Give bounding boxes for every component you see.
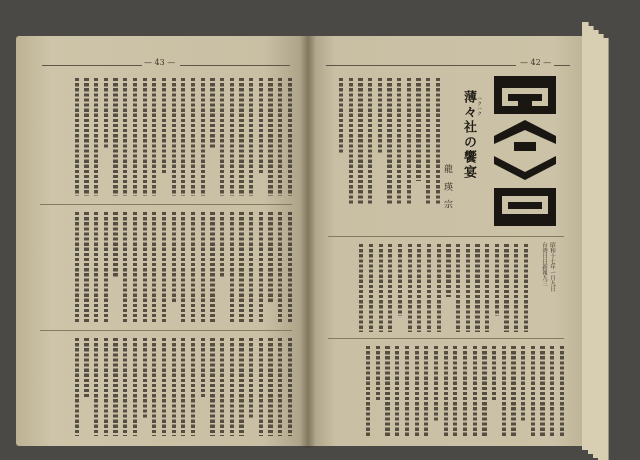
text-column	[385, 346, 389, 438]
text-column	[152, 78, 156, 196]
text-column	[446, 244, 450, 297]
text-column	[475, 244, 479, 332]
text-column	[220, 338, 224, 436]
text-column	[395, 346, 399, 438]
text-column	[495, 244, 499, 316]
text-column	[550, 346, 554, 438]
left-text-tier-bottom	[40, 338, 292, 436]
text-column	[210, 338, 214, 436]
text-column	[201, 212, 205, 322]
tier-divider	[40, 330, 292, 331]
tier-divider	[40, 204, 292, 205]
text-column	[369, 244, 373, 332]
left-text-tier-top	[40, 78, 292, 196]
text-column	[172, 78, 176, 196]
text-column	[75, 78, 79, 196]
text-column	[408, 244, 412, 332]
text-column	[492, 346, 496, 401]
open-book	[10, 36, 610, 456]
text-column	[379, 244, 383, 332]
text-column	[378, 78, 382, 154]
article-author: 龍 瑛 宗	[442, 164, 452, 212]
text-column	[162, 338, 166, 436]
right-text-tier-top	[328, 78, 440, 204]
text-column	[104, 338, 108, 436]
text-column	[123, 78, 127, 196]
text-column	[133, 338, 137, 436]
left-text-tier-middle	[40, 212, 292, 322]
text-column	[133, 78, 137, 196]
text-column	[437, 244, 441, 332]
left-header-rule-a	[42, 65, 142, 66]
text-column	[123, 338, 127, 436]
text-column	[268, 78, 272, 196]
text-column	[349, 78, 353, 204]
left-page-number: — 43 —	[144, 58, 176, 67]
text-column	[249, 78, 253, 196]
text-column	[230, 338, 234, 436]
text-column	[259, 212, 263, 322]
text-column	[359, 244, 363, 332]
text-column	[415, 346, 419, 438]
right-page-number: — 42 —	[520, 58, 552, 67]
text-column	[368, 78, 372, 204]
text-column	[123, 212, 127, 322]
text-column	[143, 212, 147, 322]
text-column	[444, 346, 448, 438]
text-column	[210, 78, 214, 149]
text-column	[94, 338, 98, 436]
text-column	[259, 338, 263, 436]
text-column	[220, 78, 224, 196]
text-column	[94, 78, 98, 196]
text-column	[239, 212, 243, 322]
text-column	[504, 244, 508, 332]
text-column	[540, 346, 544, 438]
text-column	[463, 346, 467, 438]
text-column	[278, 338, 282, 436]
text-column	[524, 244, 528, 332]
text-column	[405, 346, 409, 438]
right-page	[308, 36, 582, 446]
page-edge	[603, 38, 609, 460]
text-column	[84, 78, 88, 196]
text-column	[94, 212, 98, 322]
text-column	[143, 338, 147, 418]
book-gutter	[300, 36, 316, 448]
text-column	[133, 212, 137, 322]
text-column	[113, 78, 117, 196]
text-column	[230, 212, 234, 322]
text-column	[152, 212, 156, 322]
text-column	[278, 78, 282, 196]
right-header-rule-b	[554, 65, 570, 66]
text-column	[201, 78, 205, 196]
text-column	[191, 338, 195, 436]
text-column	[482, 346, 486, 438]
text-column	[220, 212, 224, 278]
text-column	[162, 78, 166, 175]
text-column	[560, 346, 564, 438]
right-header-rule-a	[326, 65, 516, 66]
text-column	[514, 244, 518, 332]
text-column	[162, 212, 166, 322]
text-column	[181, 338, 185, 436]
publication-note-line: 台湾日日新報九三	[541, 242, 547, 286]
text-column	[210, 212, 214, 322]
text-column	[143, 78, 147, 196]
text-column	[453, 346, 457, 438]
text-column	[339, 78, 343, 154]
text-column	[268, 212, 272, 302]
text-column	[84, 338, 88, 397]
stacked-page-edges	[582, 22, 612, 450]
text-column	[172, 338, 176, 436]
text-column	[288, 78, 292, 196]
text-column	[387, 78, 391, 204]
text-column	[397, 78, 401, 204]
text-column	[485, 244, 489, 332]
text-column	[104, 78, 108, 149]
text-column	[191, 212, 195, 322]
text-column	[376, 346, 380, 401]
decorative-title-ornament	[494, 76, 556, 226]
text-column	[427, 244, 431, 332]
article-title: 薄々社の饗宴	[461, 90, 476, 180]
text-column	[181, 212, 185, 322]
text-column	[239, 338, 243, 436]
left-header-rule-b	[180, 65, 290, 66]
text-column	[75, 338, 79, 436]
tier-divider	[328, 236, 564, 237]
text-column	[417, 244, 421, 332]
text-column	[521, 346, 525, 421]
text-column	[84, 212, 88, 322]
text-column	[424, 346, 428, 438]
tier-divider	[328, 338, 564, 339]
text-column	[502, 346, 506, 438]
text-column	[426, 78, 430, 204]
text-column	[113, 212, 117, 278]
text-column	[416, 78, 420, 181]
text-column	[75, 212, 79, 322]
left-page	[16, 36, 308, 446]
title-ruby: ハクハク	[476, 96, 482, 116]
text-column	[239, 78, 243, 196]
text-column	[366, 346, 370, 438]
text-column	[104, 212, 108, 322]
text-column	[407, 78, 411, 204]
text-column	[249, 338, 253, 418]
text-column	[230, 78, 234, 196]
text-column	[531, 346, 535, 438]
text-column	[181, 78, 185, 196]
text-column	[259, 78, 263, 175]
text-column	[172, 212, 176, 302]
text-column	[249, 212, 253, 322]
text-column	[288, 338, 292, 436]
text-column	[288, 212, 292, 322]
right-text-tier-bottom	[328, 346, 564, 438]
text-column	[152, 338, 156, 436]
text-column	[358, 78, 362, 204]
text-column	[436, 78, 440, 204]
text-column	[466, 244, 470, 332]
publication-note-line: 昭和十七年一月九日	[549, 242, 555, 292]
right-text-tier-middle	[328, 244, 528, 332]
text-column	[278, 212, 282, 322]
text-column	[113, 338, 117, 436]
text-column	[388, 244, 392, 332]
text-column	[434, 346, 438, 421]
text-column	[398, 244, 402, 316]
text-column	[511, 346, 515, 438]
text-column	[201, 338, 205, 397]
text-column	[268, 338, 272, 436]
text-column	[456, 244, 460, 332]
text-column	[473, 346, 477, 438]
text-column	[191, 78, 195, 196]
